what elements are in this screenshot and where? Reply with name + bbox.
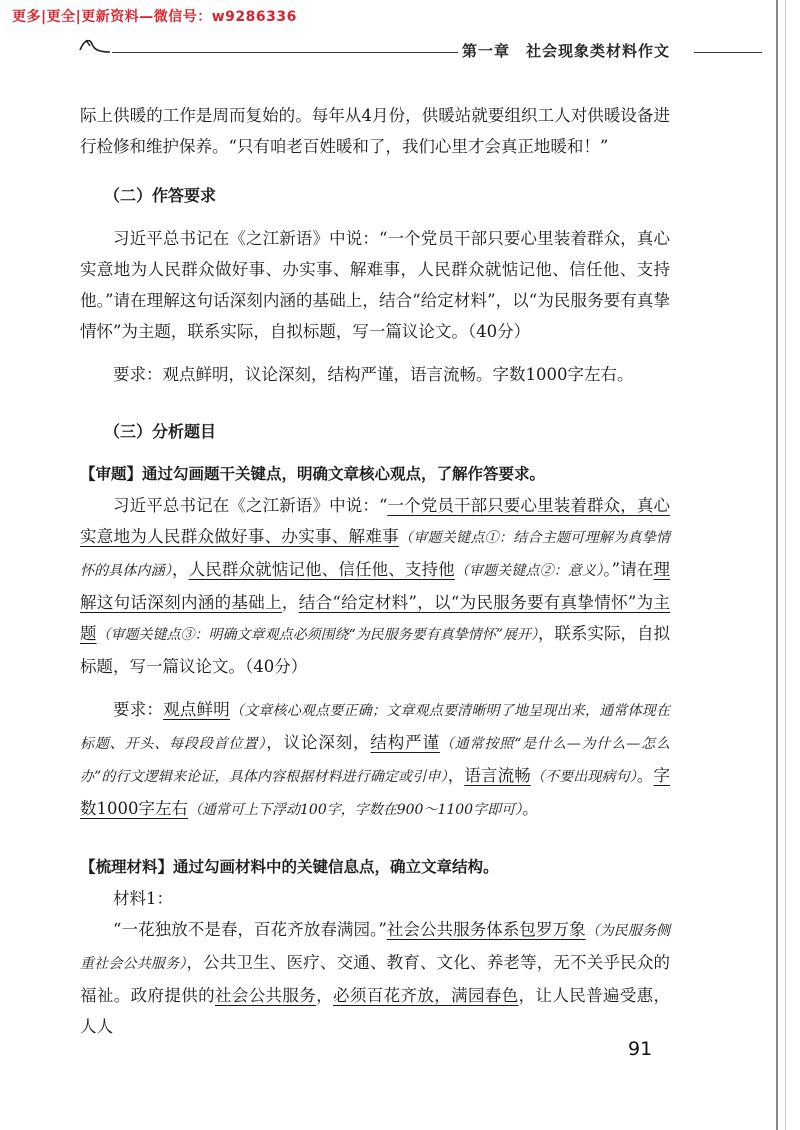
intro-paragraph: 际上供暖的工作是周而复始的。每年从4月份，供暖站就要组织工人对供暖设备进行检修和维护保养。“只有咱老百姓暖和了，我们心里才会真正地暖和！” bbox=[80, 106, 670, 156]
annotation-note: （文章核心观点要正确；文章观点要清晰明了地呈现出来，通常体现在标题、开头、每段段首位置） bbox=[80, 703, 671, 752]
underlined-key-phrase: 人民群众就惦记他、信任他、支持他 bbox=[188, 560, 455, 579]
annotated-prompt-paragraph bbox=[80, 490, 670, 682]
text-run: 。 bbox=[636, 766, 654, 785]
text-run: ， bbox=[316, 986, 334, 1005]
underlined-key-phrase: 观点鲜明 bbox=[163, 700, 230, 719]
chapter-title: 社会现象类材料作文 bbox=[526, 42, 671, 60]
page-edge-border bbox=[776, 0, 778, 1130]
underlined-key-phrase: 社会公共服务体系包罗万象 bbox=[386, 920, 586, 939]
section-heading-requirements: （二）作答要求 bbox=[104, 186, 217, 205]
text-run: ， bbox=[281, 593, 299, 612]
prompt-paragraph: 习近平总书记在《之江新语》中说：“一个党员干部只要心里装着群众，真心实意地为人民群众做好事、办实事、解难事，人民群众就惦记他、信任他、支持他。”请在理解这句话深刻内涵的基础上，结合“给定材料”，以“为民服务要有真挚情怀”为主题，联系实际，自拟标题，写一篇议论文。（40分） bbox=[80, 229, 670, 341]
text-run: 。 bbox=[522, 799, 539, 818]
chapter-number: 第一章 bbox=[462, 42, 511, 60]
underlined-key-phrase: 理解这句话深刻内涵的基础上 bbox=[80, 560, 671, 612]
underlined-key-phrase: 字数1000字左右 bbox=[80, 766, 671, 818]
text-run: ，联系实际，自拟标题，写一篇议论文。（40分） bbox=[80, 624, 670, 676]
annotated-requirements-paragraph bbox=[80, 694, 670, 826]
underlined-key-phrase: 语言流畅 bbox=[464, 766, 531, 785]
annotation-note: （通常按照“是什么—为什么—怎么办”的行文逻辑来论证，具体内容根据材料进行确定或引申） bbox=[80, 736, 671, 785]
underlined-key-phrase: 社会公共服务 bbox=[214, 986, 317, 1005]
annotation-note: （为民服务侧重社会公共服务） bbox=[80, 923, 671, 972]
review-tag-line: 【审题】通过勾画题干关键点，明确文章核心观点，了解作答要求。 bbox=[80, 465, 546, 483]
underlined-key-phrase: 必须百花齐放，满园春色 bbox=[333, 986, 519, 1005]
requirements-paragraph: 要求：观点鲜明，议论深刻，结构严谨，语言流畅。字数1000字左右。 bbox=[113, 365, 634, 384]
text-run: 。”请在 bbox=[603, 560, 654, 579]
header-rule-right bbox=[694, 52, 762, 53]
annotation-note: （审题关键点①：结合主题可理解为真挚情怀的具体内涵） bbox=[80, 530, 671, 579]
materials-tag-line: 【梳理材料】通过勾画材料中的关键信息点，确立文章结构。 bbox=[80, 858, 499, 876]
text-run: ，议论深刻， bbox=[266, 733, 371, 752]
page-body bbox=[80, 100, 670, 1042]
header-flourish-icon bbox=[78, 36, 112, 60]
annotation-note: （通常可上下浮动100字，字数在900～1100字即可） bbox=[188, 802, 523, 818]
material-label: 材料1： bbox=[113, 889, 173, 908]
running-header bbox=[462, 40, 670, 61]
annotation-note: （审题关键点②：意义） bbox=[454, 563, 604, 579]
text-run: 习近平总书记在《之江新语》中说：“ bbox=[113, 496, 388, 515]
annotation-note: （审题关键点③：明确文章观点必须围绕“为民服务要有真挚情怀”展开） bbox=[96, 627, 538, 643]
page-number: 91 bbox=[628, 1038, 653, 1060]
watermark-banner: 更多|更全|更新资料—微信号：w9286336 bbox=[6, 4, 303, 30]
underlined-key-phrase: 结构严谨 bbox=[370, 733, 440, 752]
text-run: ，让人民普遍受惠，人人 bbox=[80, 986, 671, 1036]
text-run: 要求： bbox=[113, 700, 164, 719]
material-paragraph bbox=[80, 914, 670, 1042]
header-rule-left bbox=[112, 52, 458, 53]
page-edge-border-inner bbox=[785, 0, 786, 1130]
underlined-key-phrase: 一个党员干部只要心里装着群众，真心实意地为人民群众做好事、办实事、解难事 bbox=[80, 496, 670, 546]
text-run: ，公共卫生、医疗、交通、教育、文化、养老等，无不关乎民众的福祉。政府提供的 bbox=[80, 953, 671, 1005]
text-run: ， bbox=[447, 766, 465, 785]
text-run: ， bbox=[171, 560, 189, 579]
section-heading-analysis: （三）分析题目 bbox=[104, 422, 217, 441]
annotation-note: （不要出现病句） bbox=[530, 769, 637, 785]
text-run: “一花独放不是春，百花齐放春满园。” bbox=[113, 920, 387, 939]
underlined-key-phrase: 结合“给定材料”，以“为民服务要有真挚情怀”为主题 bbox=[80, 593, 670, 643]
